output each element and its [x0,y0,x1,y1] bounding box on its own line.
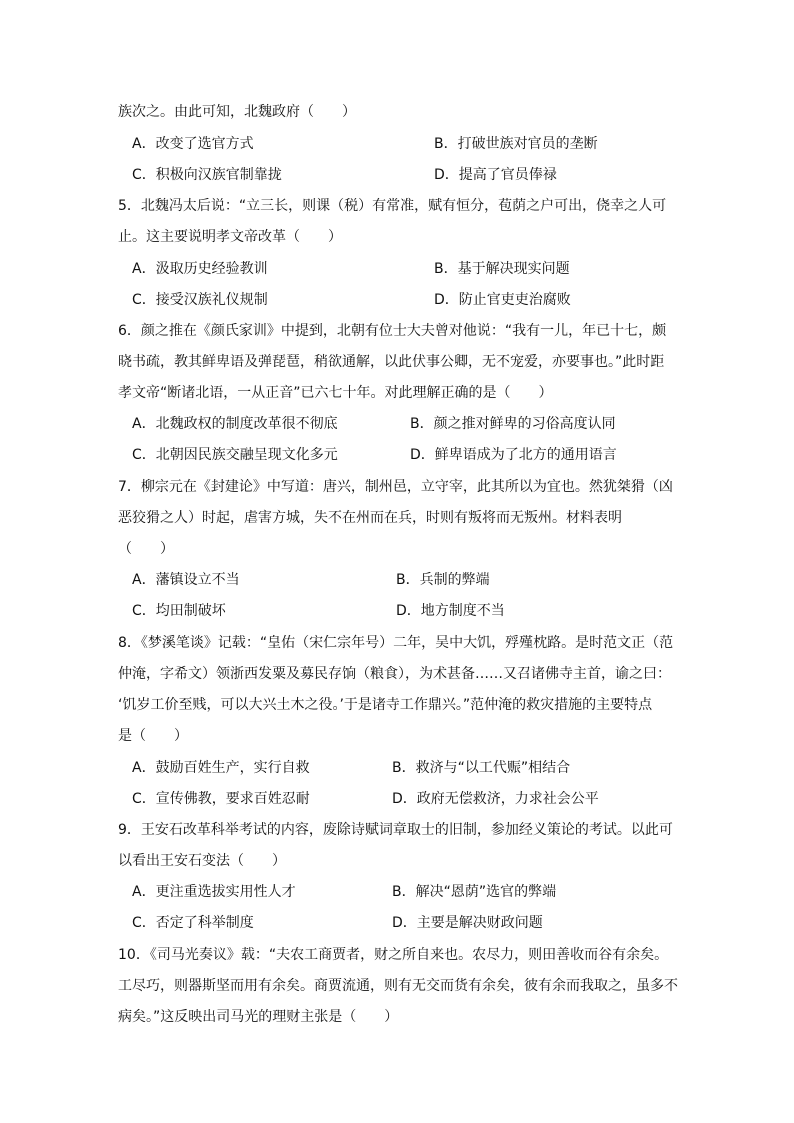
q6-option-a: A．北魏政权的制度改革很不彻底 [132,416,338,432]
q9-stem-line-1: 9．王安石改革科举考试的内容，废除诗赋词章取士的旧制，参加经义策论的考试。以此可 [118,822,673,838]
q7-option-a: A．藩镇设立不当 [132,572,240,588]
q8-option-d: D．政府无偿救济，力求社会公平 [392,791,599,807]
q5-option-a: A．汲取历史经验教训 [132,261,268,277]
q7-stem-line-1: 7．柳宗元在《封建论》中写道：唐兴，制州邑，立守宰，此其所以为宜也。然犹桀猾（凶 [118,479,673,495]
q4-option-a: A．改变了选官方式 [132,136,254,152]
q8-stem-line-3: ‘饥岁工价至贱，可以大兴土木之役。’于是诸寺工作鼎兴。”范仲淹的救灾措施的主要特点 [118,697,653,713]
q8-option-b: B．救济与“以工代赈”相结合 [392,760,571,776]
q9-stem-line-2: 以看出王安石变法（ ） [118,853,286,869]
q8-option-c: C．宣传佛教，要求百姓忍耐 [132,791,310,807]
q6-stem-line-2: 晓书疏，教其鲜卑语及弹琵琶，稍欲通解，以此伏事公卿，无不宠爱，亦要事也。”此时距 [118,354,665,370]
q6-option-d: D．鲜卑语成为了北方的通用语言 [410,447,617,463]
q6-stem-line-3: 孝文帝“断诸北语，一从正音”已六七十年。对此理解正确的是（ ） [118,385,553,401]
q6-stem-line-1: 6．颜之推在《颜氏家训》中提到，北朝有位士大夫曾对他说：“我有一儿，年已十七，颇 [118,323,667,339]
q4-option-b: B．打破世族对官员的垄断 [434,136,598,152]
q5-option-b: B．基于解决现实问题 [434,261,570,277]
q5-stem-line-2: 止。这主要说明孝文帝改革（ ） [118,229,342,245]
q4-option-d: D．提高了官员俸禄 [434,167,557,183]
q9-option-c: C．否定了科举制度 [132,915,254,931]
q6-option-c: C．北朝因民族交融呈现文化多元 [132,447,338,463]
q8-stem-line-2: 仲淹，字希文）领浙西发粟及募民存饷（粮食），为术甚备……又召诸佛寺主首，谕之曰： [118,666,671,682]
q4-stem-line: 族次之。由此可知，北魏政府（ ） [118,104,356,120]
q10-stem-line-3: 病矣。”这反映出司马光的理财主张是（ ） [118,1009,399,1025]
q9-option-a: A．更注重选拔实用性人才 [132,884,296,900]
q7-option-c: C．均田制破坏 [132,603,226,619]
q7-stem-line-2: 恶狡猾之人）时起，虐害方城，失不在州而在兵，时则有叛将而无叛州。材料表明 [118,510,622,526]
q10-stem-line-1: 10．《司马光奏议》载：“夫农工商贾者，财之所自来也。农尽力，则田善收而谷有余矣。 [118,947,669,963]
q8-stem-line-1: 8．《梦溪笔谈》记载：“皇佑（宋仁宗年号）二年，吴中大饥，殍殣枕路。是时范文正（范 [118,635,674,651]
q7-option-d: D．地方制度不当 [396,603,505,619]
q8-stem-line-4: 是（ ） [118,728,188,744]
q7-stem-line-3: （ ） [118,541,174,557]
q5-stem-line-1: 5．北魏冯太后说：“立三长，则课（税）有常准，赋有恒分，苞荫之户可出，侥幸之人可 [118,198,667,214]
q6-option-b: B．颜之推对鲜卑的习俗高度认同 [410,416,616,432]
q9-option-b: B．解决“恩荫”选官的弊端 [392,884,557,900]
q5-option-c: C．接受汉族礼仪规制 [132,292,268,308]
q10-stem-line-2: 工尽巧，则器斯坚而用有余矣。商贾流通，则有无交而货有余矣，彼有余而我取之，虽多不 [118,978,678,994]
q5-option-d: D．防止官吏吏治腐败 [434,292,571,308]
q7-option-b: B．兵制的弊端 [396,572,490,588]
q8-option-a: A．鼓励百姓生产，实行自救 [132,760,310,776]
q9-option-d: D．主要是解决财政问题 [392,915,543,931]
q4-option-c: C．积极向汉族官制靠拢 [132,167,282,183]
